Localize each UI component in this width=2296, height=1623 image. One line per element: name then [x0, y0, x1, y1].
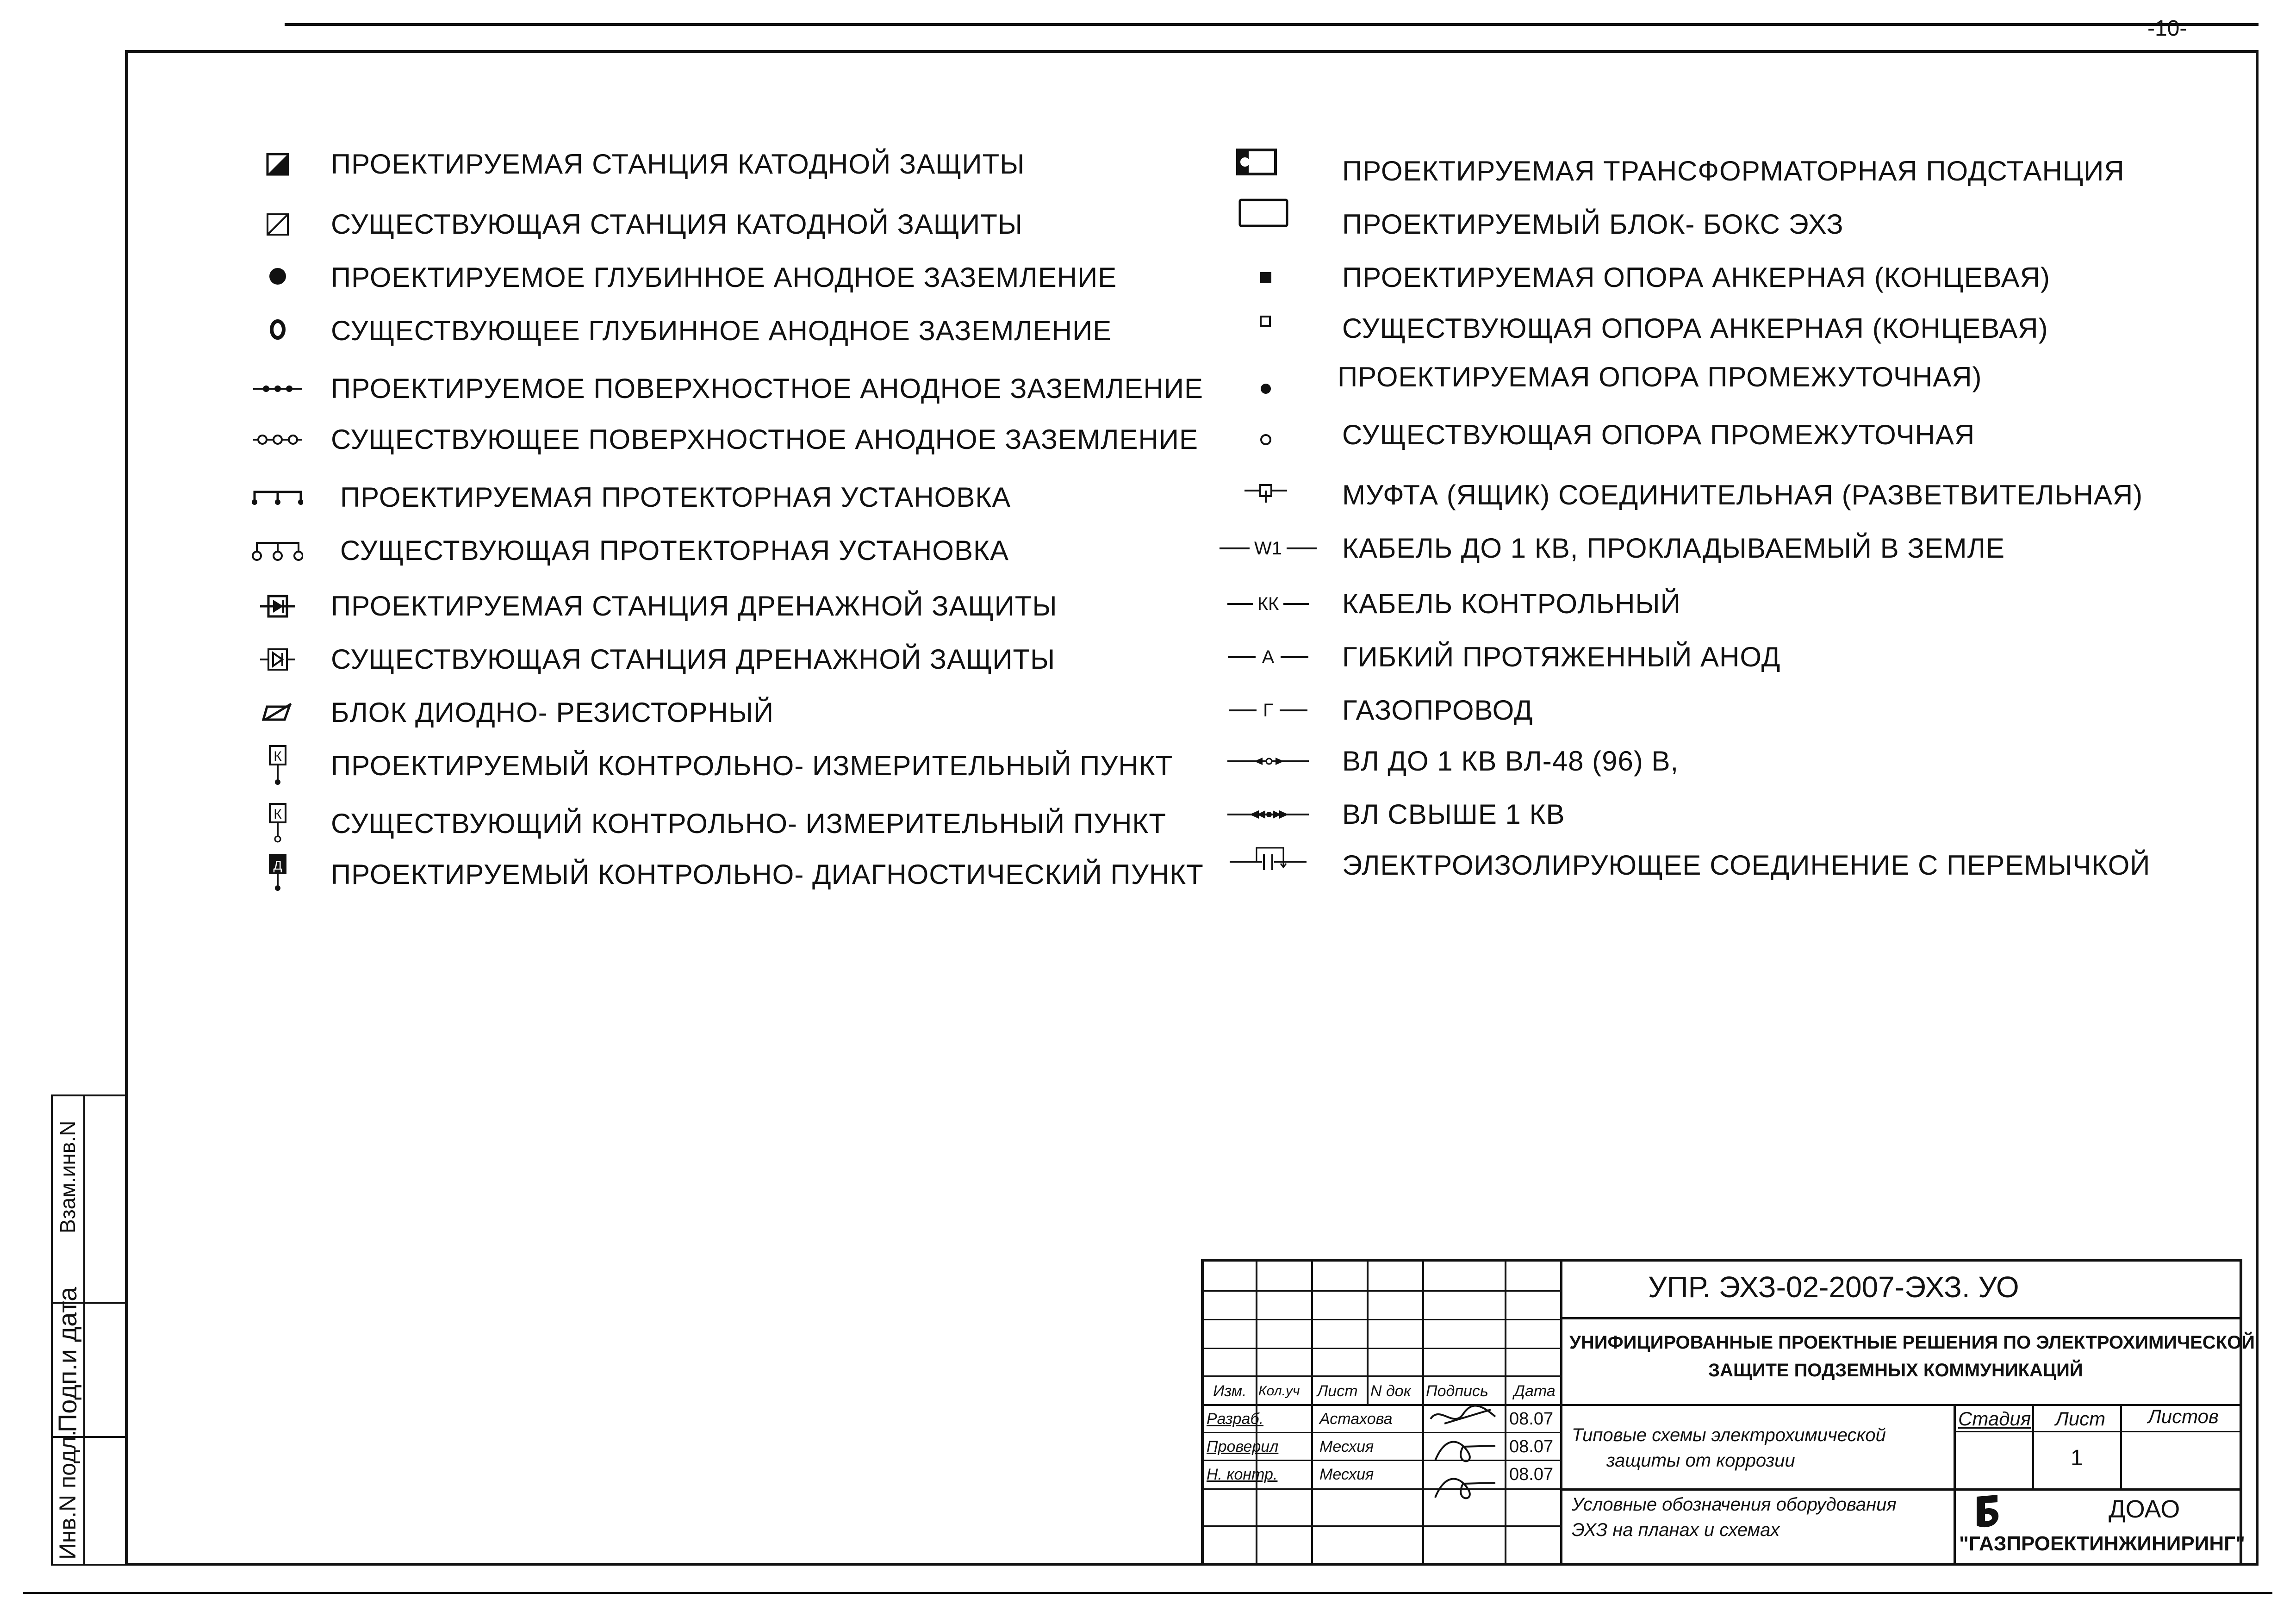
cable-line-segment — [1220, 547, 1250, 549]
svg-text:К: К — [274, 749, 282, 764]
signature-3 — [1426, 1465, 1505, 1507]
tb-line — [1560, 1262, 1562, 1566]
insulating-joint-icon — [1217, 835, 1319, 882]
project-title-line-2: ЗАЩИТЕ ПОДЗЕМНЫХ КОММУНИКАЦИЙ — [1708, 1360, 2083, 1380]
open-dots-line-icon — [243, 417, 312, 463]
zero-circle-icon — [243, 308, 312, 354]
tb-line — [1560, 1317, 2242, 1319]
tb-line — [1204, 1488, 1560, 1490]
legend-label: БЛОК ДИОДНО- РЕЗИСТОРНЫЙ — [331, 697, 774, 728]
cable-line-graphic — [1229, 700, 1307, 721]
tb-line — [1204, 1432, 1560, 1433]
legend-label: ПРОЕКТИРУЕМЫЙ КОНТРОЛЬНО- ИЗМЕРИТЕЛЬНЫЙ ПУНКТ — [331, 750, 1173, 781]
svg-text:Д: Д — [273, 858, 282, 872]
tb-person-name: Астахова — [1319, 1410, 1393, 1428]
cable-line-icon — [1217, 634, 1319, 680]
stamp-label-inv-podl: Инв.N подл. — [55, 1430, 81, 1560]
tb-line — [1505, 1262, 1506, 1566]
cable-line-icon — [1217, 581, 1319, 627]
cable-line-segment — [1227, 603, 1253, 605]
sheets-label: Листов — [2148, 1405, 2219, 1427]
tb-line — [1204, 1319, 1560, 1320]
legend-label: КАБЕЛЬ ДО 1 КВ, ПРОКЛАДЫВАЕМЫЙ В ЗЕМЛЕ — [1342, 533, 2005, 564]
tb-line — [1204, 1290, 1560, 1292]
sheet-title-line-2: защиты от коррозии — [1606, 1450, 1795, 1471]
legend-label: СУЩЕСТВУЮЩИЙ КОНТРОЛЬНО- ИЗМЕРИТЕЛЬНЫЙ ПУНКТ — [331, 808, 1167, 839]
cable-line-graphic — [1220, 538, 1317, 559]
tb-line — [1204, 1348, 1560, 1349]
tb-line — [1422, 1262, 1424, 1566]
coupling-icon — [1231, 470, 1300, 516]
tb-role: Проверил — [1207, 1438, 1279, 1455]
legend-label: СУЩЕСТВУЮЩАЯ СТАНЦИЯ КАТОДНОЙ ЗАЩИТЫ — [331, 209, 1023, 240]
legend-label: ПРОЕКТИРУЕМЫЙ БЛОК- БОКС ЭХЗ — [1342, 209, 1844, 240]
cable-line-graphic — [1228, 647, 1309, 668]
tb-date: 08.07 — [1509, 1437, 1554, 1456]
small-open-dot-icon — [1231, 417, 1300, 463]
tb-date: 08.07 — [1509, 1409, 1554, 1429]
signature-1 — [1426, 1400, 1505, 1433]
overhead-line-icon — [1217, 738, 1319, 784]
tb-line — [1204, 1404, 1560, 1406]
tb-date: 08.07 — [1509, 1465, 1554, 1484]
sheet-title-line-1: Типовые схемы электрохимической — [1572, 1425, 1886, 1445]
tb-line — [2120, 1404, 2122, 1488]
cable-line-segment — [1228, 656, 1256, 658]
tb-header-list: Лист — [1317, 1382, 1358, 1400]
protector-open-icon — [243, 528, 312, 574]
sheet-label: Лист — [2055, 1408, 2106, 1430]
tb-header-izm: Изм. — [1213, 1382, 1247, 1400]
cable-line-icon — [1217, 687, 1319, 734]
title-block — [1201, 1259, 2255, 1566]
diode-resistor-icon — [243, 690, 312, 736]
legend-label: СУЩЕСТВУЮЩАЯ ОПОРА ПРОМЕЖУТОЧНАЯ — [1342, 419, 1975, 450]
legend-label: ПРОЕКТИРУЕМАЯ ПРОТЕКТОРНАЯ УСТАНОВКА — [340, 482, 1011, 513]
tb-line — [1367, 1262, 1369, 1405]
legend-label: СУЩЕСТВУЮЩЕЕ ПОВЕРХНОСТНОЕ АНОДНОЕ ЗАЗЕМЛЕНИЕ — [331, 424, 1199, 455]
legend-label: СУЩЕСТВУЮЩАЯ ПРОТЕКТОРНАЯ УСТАНОВКА — [340, 535, 1009, 566]
diagnostic-point-icon — [243, 852, 312, 898]
legend-label: ПРОЕКТИРУЕМАЯ ОПОРА АНКЕРНАЯ (КОНЦЕВАЯ) — [1342, 262, 2050, 293]
filled-circle-icon — [243, 255, 312, 301]
top-border-line — [285, 23, 2259, 26]
tb-line — [1204, 1525, 1560, 1527]
tb-line — [2032, 1404, 2034, 1488]
legend-label: МУФТА (ЯЩИК) СОЕДИНИТЕЛЬНАЯ (РАЗВЕТВИТЕЛЬНАЯ) — [1342, 479, 2143, 510]
legend-label: СУЩЕСТВУЮЩЕЕ ГЛУБИННОЕ АНОДНОЕ ЗАЗЕМЛЕНИЕ — [331, 315, 1112, 346]
legend-label: СУЩЕСТВУЮЩАЯ СТАНЦИЯ ДРЕНАЖНОЙ ЗАЩИТЫ — [331, 644, 1056, 675]
small-filled-dot-icon — [1231, 366, 1300, 412]
cable-line-segment — [1281, 656, 1308, 658]
doc-code: УПР. ЭХЗ-02-2007-ЭХЗ. УО — [1648, 1270, 2019, 1304]
cable-line-text: W1 — [1254, 538, 1282, 559]
tb-header-data: Дата — [1514, 1382, 1556, 1400]
drainage-open-icon — [243, 636, 312, 683]
cable-line-text: Г — [1263, 700, 1273, 721]
left-stamp-divider — [83, 1094, 85, 1566]
tb-line — [1954, 1404, 1956, 1566]
test-point-filled-icon — [243, 743, 312, 789]
legend-label: ПРОЕКТИРУЕМАЯ СТАНЦИЯ КАТОДНОЙ ЗАЩИТЫ — [331, 149, 1025, 180]
tb-line — [1954, 1431, 2242, 1432]
left-stamp-column — [51, 1094, 127, 1566]
org-line-2: "ГАЗПРОЕКТИНЖИНИРИНГ" — [1959, 1532, 2245, 1555]
legend-label: ПРОЕКТИРУЕМОЕ ПОВЕРХНОСТНОЕ АНОДНОЕ ЗАЗЕМЛЕНИЕ — [331, 373, 1203, 404]
legend-label: ЭЛЕКТРОИЗОЛИРУЮЩЕЕ СОЕДИНЕНИЕ С ПЕРЕМЫЧКОЙ — [1342, 850, 2151, 881]
overhead-line-high-icon — [1217, 791, 1319, 838]
tb-person-name: Месхия — [1319, 1466, 1374, 1483]
filled-square-icon — [243, 141, 312, 187]
tb-line — [1204, 1460, 1560, 1461]
tb-person-name: Месхия — [1319, 1438, 1374, 1455]
legend-label: ВЛ ДО 1 КВ ВЛ-48 (96) В, — [1342, 746, 1679, 777]
legend-label: ПРОЕКТИРУЕМАЯ СТАНЦИЯ ДРЕНАЖНОЙ ЗАЩИТЫ — [331, 591, 1058, 622]
cable-line-icon — [1217, 525, 1319, 572]
stage-label: Стадия — [1958, 1408, 2031, 1430]
company-logo-icon — [1972, 1493, 2004, 1530]
small-filled-square-icon — [1231, 255, 1300, 301]
project-title-line-1: УНИФИЦИРОВАННЫЕ ПРОЕКТНЫЕ РЕШЕНИЯ ПО ЭЛЕКТРОХИМИЧЕСКОЙ — [1569, 1332, 2255, 1353]
legend-label: ГИБКИЙ ПРОТЯЖЕННЫЙ АНОД — [1342, 641, 1781, 672]
legend-label: ПРОЕКТИРУЕМОЕ ГЛУБИННОЕ АНОДНОЕ ЗАЗЕМЛЕНИЕ — [331, 262, 1117, 293]
legend-label: ГАЗОПРОВОД — [1342, 695, 1533, 726]
tb-line — [1560, 1404, 2242, 1406]
legend-label: СУЩЕСТВУЮЩАЯ ОПОРА АНКЕРНАЯ (КОНЦЕВАЯ) — [1342, 313, 2048, 344]
cable-line-graphic — [1227, 594, 1309, 615]
legend-label: ВЛ СВЫШЕ 1 КВ — [1342, 799, 1565, 830]
tb-header-kol-uch: Кол.уч — [1258, 1383, 1300, 1399]
cable-line-text: КК — [1257, 593, 1279, 614]
block-box-icon — [1231, 190, 1296, 236]
signature-2 — [1426, 1433, 1505, 1470]
legend-label: ПРОЕКТИРУЕМАЯ ОПОРА ПРОМЕЖУТОЧНАЯ) — [1338, 361, 1982, 392]
tb-line — [1204, 1375, 1560, 1377]
drawing-title-line-1: Условные обозначения оборудования — [1572, 1494, 1897, 1515]
org-line-1: ДОАО — [2109, 1495, 2180, 1523]
drawing-title-line-2: ЭХЗ на планах и схемах — [1572, 1520, 1780, 1540]
page-number: -10- — [2147, 16, 2187, 41]
stamp-label-vzam-inv: Взам.инв.N — [56, 1120, 80, 1233]
bottom-border-line — [23, 1592, 2272, 1594]
sheet-value: 1 — [2071, 1446, 2083, 1470]
small-open-square-icon — [1231, 298, 1300, 345]
cable-line-segment — [1287, 547, 1317, 549]
tb-header-podpis: Подпись — [1426, 1382, 1488, 1400]
cable-line-segment — [1283, 603, 1309, 605]
tb-role: Разраб. — [1207, 1410, 1264, 1428]
legend-label: ПРОЕКТИРУЕМАЯ ТРАНСФОРМАТОРНАЯ ПОДСТАНЦИЯ — [1342, 155, 2125, 187]
transformer-icon — [1222, 139, 1291, 185]
hatched-square-icon — [243, 201, 312, 248]
tb-line — [1311, 1262, 1313, 1566]
cable-line-text: А — [1262, 647, 1275, 667]
cable-line-segment — [1280, 709, 1307, 711]
cable-line-segment — [1229, 709, 1257, 711]
drainage-filled-icon — [243, 583, 312, 629]
svg-text:К: К — [274, 807, 282, 822]
filled-dots-line-icon — [243, 366, 312, 412]
legend-label: КАБЕЛЬ КОНТРОЛЬНЫЙ — [1342, 588, 1681, 619]
test-point-open-icon — [243, 801, 312, 847]
tb-header-n-dok: N док — [1370, 1382, 1411, 1400]
protector-filled-icon — [243, 474, 312, 521]
tb-role: Н. контр. — [1207, 1466, 1278, 1483]
stamp-label-podp-data: Подп.и дата — [53, 1287, 82, 1432]
legend-label: ПРОЕКТИРУЕМЫЙ КОНТРОЛЬНО- ДИАГНОСТИЧЕСКИЙ ПУНКТ — [331, 859, 1204, 890]
tb-line — [1560, 1488, 2242, 1491]
